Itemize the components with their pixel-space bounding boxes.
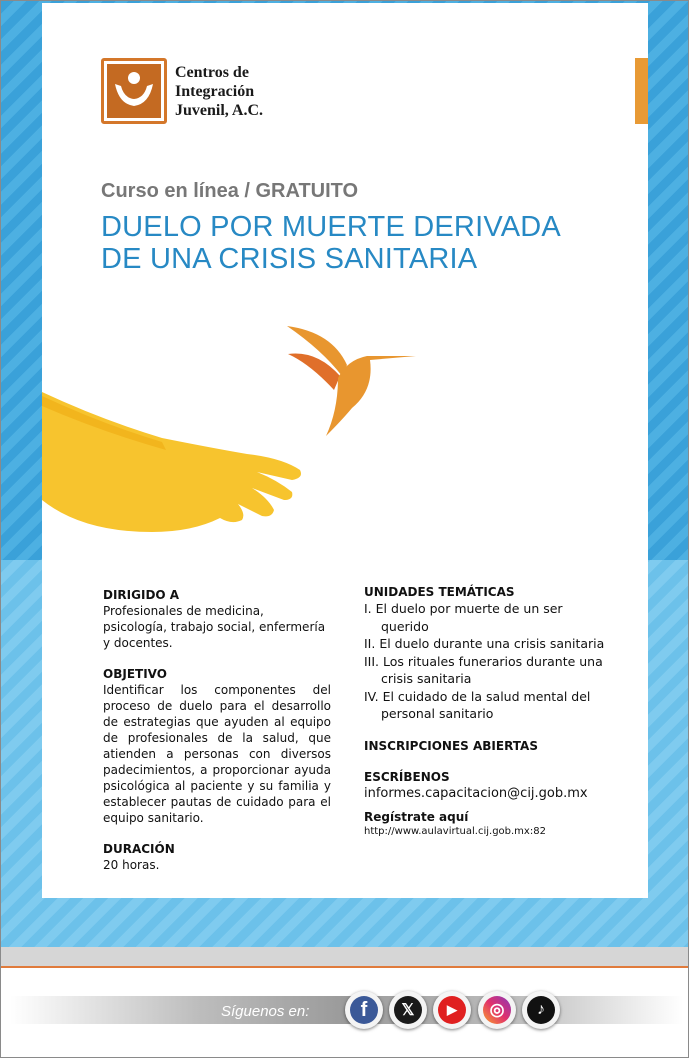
logo-mark [107,64,161,118]
youtube-icon: ▶ [438,996,466,1024]
tiktok-button[interactable] [522,991,560,1029]
course-label-free: GRATUITO [255,180,359,202]
follow-label: Síguenos en: [221,1003,310,1020]
logo-figure-icon [107,64,161,118]
course-title [101,211,561,275]
course-label-prefix: Curso en línea / [101,180,256,202]
inscripciones-heading: INSCRIPCIONES ABIERTAS [364,738,538,753]
org-name [175,63,263,120]
left-column [103,588,331,873]
facebook-icon: f [350,996,378,1024]
facebook-button[interactable] [345,991,383,1029]
dirigido-heading: DIRIGIDO A [103,588,180,602]
hands-and-bird-illustration [42,320,648,560]
objetivo-text: Identificar los componentes del proceso de duelo para el desarrollo de estrategias que ayuden al equipo de profesionales de la salud, que atienden a personas con diversos padecimientos, a proporcionar ayuda psicológica al paciente y su familia y establecer pautas de cuidado para el equipo sanitario. [103,683,331,825]
escribenos-heading: ESCRÍBENOS [364,769,450,784]
course-label [101,180,358,203]
org-name-line-1: Centros de [175,64,249,81]
hand-icon [42,392,301,532]
x-button[interactable] [389,991,427,1029]
x-icon: 𝕏 [394,996,422,1024]
registration-url-link[interactable]: http://www.aulavirtual.cij.gob.mx:82 [364,825,546,837]
unit-item: I. El duelo por muerte de un ser querido [364,601,563,634]
objetivo-heading: OBJETIVO [103,667,167,681]
right-column [364,585,609,839]
hummingbird-icon [287,326,416,436]
duracion-text: 20 horas. [103,858,160,872]
course-title-line-1: DUELO POR MUERTE DERIVADA [101,211,561,243]
course-title-line-2: DE UNA CRISIS SANITARIA [101,243,478,275]
registrate-heading: Regístrate aquí [364,809,469,824]
accent-tab [635,58,648,124]
org-name-line-2: Integración [175,83,255,100]
unidades-heading: UNIDADES TEMÁTICAS [364,585,515,599]
duracion-heading: DURACIÓN [103,842,175,856]
unit-item: IV. El cuidado de la salud mental del personal sanitario [364,688,591,721]
cij-logo [101,58,167,124]
unit-item: II. El duelo durante una crisis sanitaria [364,636,605,651]
org-name-line-3: Juvenil, A.C. [175,102,264,119]
footer-band [1,947,688,966]
footer-divider [1,966,688,968]
dirigido-text: Profesionales de medicina, psicología, trabajo social, enfermería y docentes. [103,604,326,650]
contact-email-link[interactable]: informes.capacitacion@cij.gob.mx [364,785,588,801]
tiktok-icon: ♪ [527,996,555,1024]
unit-item: III. Los rituales funerarios durante una crisis sanitaria [364,653,603,686]
instagram-button[interactable] [478,991,516,1029]
youtube-button[interactable] [433,991,471,1029]
instagram-icon: ◎ [483,996,511,1024]
